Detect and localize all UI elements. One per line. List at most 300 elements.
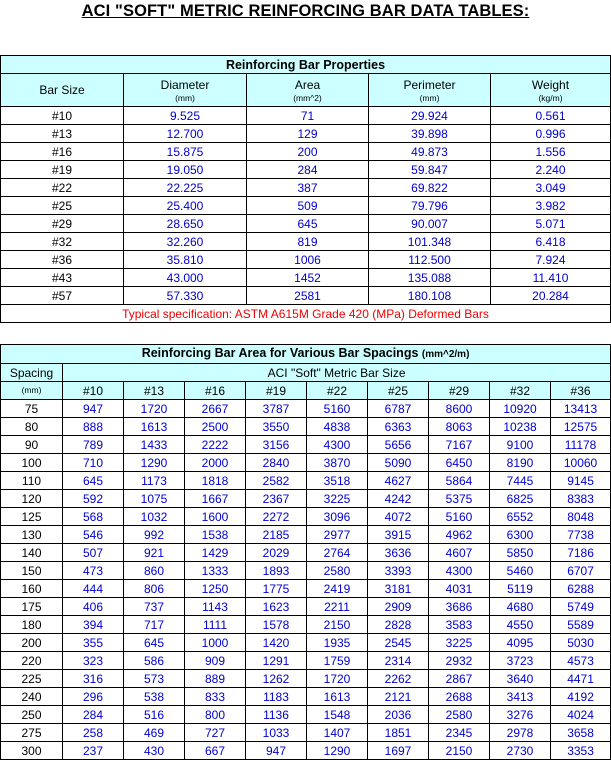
table-row — [1, 125, 611, 143]
value-cell: 20.284 — [491, 287, 611, 305]
spacing-cell: 150 — [1, 562, 63, 580]
area-cell: 1935 — [307, 634, 368, 652]
spacing-label: Spacing — [1, 364, 63, 382]
area-cell: 710 — [63, 454, 124, 472]
area-cell: 1720 — [124, 400, 185, 418]
bar-spacing-area-table — [0, 344, 611, 760]
table-row — [1, 670, 611, 688]
area-cell: 5119 — [490, 580, 551, 598]
spacing-cell: 200 — [1, 634, 63, 652]
area-cell: 2909 — [368, 598, 429, 616]
area-cell: 2345 — [429, 724, 490, 742]
value-cell: 32.260 — [124, 233, 247, 251]
table-row — [1, 179, 611, 197]
value-cell: 135.088 — [369, 269, 491, 287]
area-cell: 394 — [63, 616, 124, 634]
bar-size-header: #13 — [124, 382, 185, 400]
area-cell: 921 — [124, 544, 185, 562]
bar-size-header: #32 — [490, 382, 551, 400]
spacing-cell: 90 — [1, 436, 63, 454]
area-cell: 1250 — [185, 580, 246, 598]
area-cell: 4838 — [307, 418, 368, 436]
area-cell: 4962 — [429, 526, 490, 544]
spacing-caption — [1, 345, 611, 364]
area-cell: 586 — [124, 652, 185, 670]
spacing-cell: 160 — [1, 580, 63, 598]
area-cell: 6552 — [490, 508, 551, 526]
value-cell: 819 — [247, 233, 369, 251]
area-cell: 947 — [63, 400, 124, 418]
area-cell: 444 — [63, 580, 124, 598]
area-cell: 1033 — [246, 724, 307, 742]
bar-size-cell: #32 — [1, 233, 124, 251]
area-cell: 430 — [124, 742, 185, 760]
value-cell: 79.796 — [369, 197, 491, 215]
area-cell: 4031 — [429, 580, 490, 598]
table-row — [1, 251, 611, 269]
properties-body — [1, 107, 611, 305]
area-cell: 2545 — [368, 634, 429, 652]
value-cell: 71 — [247, 107, 369, 125]
value-cell: 15.875 — [124, 143, 247, 161]
area-cell: 237 — [63, 742, 124, 760]
value-cell: 7.924 — [491, 251, 611, 269]
value-cell: 6.418 — [491, 233, 611, 251]
area-cell: 1697 — [368, 742, 429, 760]
value-cell: 200 — [247, 143, 369, 161]
area-cell: 2764 — [307, 544, 368, 562]
specification-note: Typical specification: ASTM A615M Grade 420 (MPa) Deformed Bars — [1, 305, 611, 323]
spacing-cell: 225 — [1, 670, 63, 688]
area-cell: 1290 — [124, 454, 185, 472]
area-cell: 2977 — [307, 526, 368, 544]
area-cell: 2419 — [307, 580, 368, 598]
area-cell: 3225 — [307, 490, 368, 508]
area-cell: 13413 — [551, 400, 611, 418]
area-cell: 992 — [124, 526, 185, 544]
area-cell: 3723 — [490, 652, 551, 670]
area-cell: 2730 — [490, 742, 551, 760]
area-cell: 6825 — [490, 490, 551, 508]
area-cell: 737 — [124, 598, 185, 616]
table-row — [1, 472, 611, 490]
table-row — [1, 580, 611, 598]
area-cell: 2500 — [185, 418, 246, 436]
area-cell: 2828 — [368, 616, 429, 634]
table-row — [1, 269, 611, 287]
value-cell: 387 — [247, 179, 369, 197]
table-row — [1, 616, 611, 634]
table-row — [1, 598, 611, 616]
area-cell: 1111 — [185, 616, 246, 634]
area-cell: 2185 — [246, 526, 307, 544]
value-cell: 1.556 — [491, 143, 611, 161]
area-cell: 3640 — [490, 670, 551, 688]
column-header-label: Area — [294, 77, 321, 92]
value-cell: 57.330 — [124, 287, 247, 305]
area-cell: 4680 — [490, 598, 551, 616]
spacing-caption-unit: (mm^2/m) — [421, 349, 470, 360]
area-cell: 1623 — [246, 598, 307, 616]
area-cell: 1613 — [124, 418, 185, 436]
bar-size-header: #16 — [185, 382, 246, 400]
bar-size-header: #29 — [429, 382, 490, 400]
column-header-label: Bar Size — [39, 83, 85, 97]
area-cell: 7186 — [551, 544, 611, 562]
area-cell: 800 — [185, 706, 246, 724]
value-cell: 0.561 — [491, 107, 611, 125]
area-cell: 1613 — [307, 688, 368, 706]
area-cell: 1667 — [185, 490, 246, 508]
area-cell: 2121 — [368, 688, 429, 706]
spacing-cell: 140 — [1, 544, 63, 562]
area-cell: 3156 — [246, 436, 307, 454]
area-cell: 3686 — [429, 598, 490, 616]
area-cell: 6707 — [551, 562, 611, 580]
value-cell: 90.007 — [369, 215, 491, 233]
area-cell: 1759 — [307, 652, 368, 670]
area-cell: 3096 — [307, 508, 368, 526]
area-cell: 1578 — [246, 616, 307, 634]
area-cell: 1291 — [246, 652, 307, 670]
area-cell: 833 — [185, 688, 246, 706]
column-header-unit: (mm) — [419, 92, 440, 103]
table-row — [1, 400, 611, 418]
area-cell: 3518 — [307, 472, 368, 490]
table-row — [1, 742, 611, 760]
bar-size-cell: #36 — [1, 251, 124, 269]
area-cell: 2029 — [246, 544, 307, 562]
area-cell: 4300 — [307, 436, 368, 454]
area-cell: 5864 — [429, 472, 490, 490]
area-cell: 1433 — [124, 436, 185, 454]
area-cell: 645 — [63, 472, 124, 490]
area-cell: 1538 — [185, 526, 246, 544]
area-cell: 5160 — [307, 400, 368, 418]
area-cell: 1032 — [124, 508, 185, 526]
area-cell: 727 — [185, 724, 246, 742]
area-cell: 947 — [246, 742, 307, 760]
bar-properties-table — [0, 55, 611, 323]
area-cell: 4550 — [490, 616, 551, 634]
value-cell: 69.822 — [369, 179, 491, 197]
area-cell: 8063 — [429, 418, 490, 436]
area-cell: 507 — [63, 544, 124, 562]
area-cell: 1429 — [185, 544, 246, 562]
value-cell: 35.810 — [124, 251, 247, 269]
value-cell: 43.000 — [124, 269, 247, 287]
spacing-cell: 240 — [1, 688, 63, 706]
value-cell: 12.700 — [124, 125, 247, 143]
spacing-caption-text: Reinforcing Bar Area for Various Bar Spacings — [141, 346, 419, 360]
area-cell: 3181 — [368, 580, 429, 598]
value-cell: 5.071 — [491, 215, 611, 233]
column-header-label: Perimeter — [403, 77, 456, 92]
bar-size-cell: #57 — [1, 287, 124, 305]
value-cell: 1006 — [247, 251, 369, 269]
area-cell: 1136 — [246, 706, 307, 724]
value-cell: 25.400 — [124, 197, 247, 215]
area-cell: 1720 — [307, 670, 368, 688]
properties-header-row — [1, 74, 611, 107]
table-row — [1, 161, 611, 179]
properties-column-header — [124, 74, 247, 107]
area-cell: 3353 — [551, 742, 611, 760]
area-cell: 4024 — [551, 706, 611, 724]
spacing-cell: 125 — [1, 508, 63, 526]
bar-size-cell: #19 — [1, 161, 124, 179]
area-cell: 546 — [63, 526, 124, 544]
area-cell: 2840 — [246, 454, 307, 472]
spacing-cell: 110 — [1, 472, 63, 490]
bar-size-cell: #43 — [1, 269, 124, 287]
area-cell: 1775 — [246, 580, 307, 598]
value-cell: 22.225 — [124, 179, 247, 197]
spacing-cell: 120 — [1, 490, 63, 508]
bar-size-header: #25 — [368, 382, 429, 400]
area-cell: 6450 — [429, 454, 490, 472]
area-cell: 592 — [63, 490, 124, 508]
area-cell: 1183 — [246, 688, 307, 706]
table-row — [1, 233, 611, 251]
area-cell: 3413 — [490, 688, 551, 706]
area-cell: 568 — [63, 508, 124, 526]
area-cell: 12575 — [551, 418, 611, 436]
table-row — [1, 107, 611, 125]
area-cell: 1420 — [246, 634, 307, 652]
area-cell: 469 — [124, 724, 185, 742]
area-cell: 2036 — [368, 706, 429, 724]
value-cell: 645 — [247, 215, 369, 233]
area-cell: 1333 — [185, 562, 246, 580]
column-header-unit: (kg/m) — [538, 92, 563, 103]
area-cell: 1893 — [246, 562, 307, 580]
area-cell: 10920 — [490, 400, 551, 418]
area-cell: 5375 — [429, 490, 490, 508]
area-cell: 2222 — [185, 436, 246, 454]
value-cell: 509 — [247, 197, 369, 215]
column-header-label: Weight — [531, 77, 570, 92]
area-cell: 258 — [63, 724, 124, 742]
value-cell: 284 — [247, 161, 369, 179]
area-cell: 3225 — [429, 634, 490, 652]
area-cell: 888 — [63, 418, 124, 436]
spacing-cell: 75 — [1, 400, 63, 418]
value-cell: 49.873 — [369, 143, 491, 161]
area-cell: 2688 — [429, 688, 490, 706]
spacing-cell: 130 — [1, 526, 63, 544]
properties-column-header — [491, 74, 611, 107]
spacing-cell: 80 — [1, 418, 63, 436]
area-cell: 4192 — [551, 688, 611, 706]
value-cell: 59.847 — [369, 161, 491, 179]
area-cell: 2580 — [307, 562, 368, 580]
table-row — [1, 287, 611, 305]
area-cell: 323 — [63, 652, 124, 670]
area-cell: 2000 — [185, 454, 246, 472]
area-cell: 4095 — [490, 634, 551, 652]
table-row — [1, 508, 611, 526]
spacing-unit: (mm) — [1, 382, 63, 400]
area-cell: 1407 — [307, 724, 368, 742]
spacing-cell: 100 — [1, 454, 63, 472]
area-cell: 2932 — [429, 652, 490, 670]
area-cell: 1143 — [185, 598, 246, 616]
bar-size-cell: #10 — [1, 107, 124, 125]
table-row — [1, 143, 611, 161]
page-title: ACI "SOFT" METRIC REINFORCING BAR DATA TABLES: — [81, 2, 530, 20]
spacing-cell: 250 — [1, 706, 63, 724]
area-cell: 2978 — [490, 724, 551, 742]
value-cell: 11.410 — [491, 269, 611, 287]
area-cell: 3787 — [246, 400, 307, 418]
table-row — [1, 562, 611, 580]
area-cell: 2867 — [429, 670, 490, 688]
area-cell: 6363 — [368, 418, 429, 436]
area-cell: 516 — [124, 706, 185, 724]
area-cell: 10238 — [490, 418, 551, 436]
bar-size-group-label: ACI "Soft" Metric Bar Size — [63, 364, 611, 382]
area-cell: 4573 — [551, 652, 611, 670]
table-row — [1, 544, 611, 562]
area-cell: 8383 — [551, 490, 611, 508]
spacing-body — [1, 400, 611, 760]
area-cell: 8048 — [551, 508, 611, 526]
value-cell: 28.650 — [124, 215, 247, 233]
value-cell: 129 — [247, 125, 369, 143]
area-cell: 1548 — [307, 706, 368, 724]
area-cell: 667 — [185, 742, 246, 760]
properties-column-header — [247, 74, 369, 107]
value-cell: 112.500 — [369, 251, 491, 269]
area-cell: 8190 — [490, 454, 551, 472]
bar-size-cell: #29 — [1, 215, 124, 233]
value-cell: 101.348 — [369, 233, 491, 251]
area-cell: 4072 — [368, 508, 429, 526]
value-cell: 29.924 — [369, 107, 491, 125]
area-cell: 3393 — [368, 562, 429, 580]
area-cell: 8600 — [429, 400, 490, 418]
table-row — [1, 197, 611, 215]
properties-column-header — [1, 74, 124, 107]
table-row — [1, 652, 611, 670]
area-cell: 5589 — [551, 616, 611, 634]
value-cell: 2.240 — [491, 161, 611, 179]
table-row — [1, 526, 611, 544]
area-cell: 5030 — [551, 634, 611, 652]
value-cell: 3.049 — [491, 179, 611, 197]
table-row — [1, 454, 611, 472]
value-cell: 9.525 — [124, 107, 247, 125]
area-cell: 717 — [124, 616, 185, 634]
column-header-label: Diameter — [160, 77, 210, 92]
area-cell: 2580 — [429, 706, 490, 724]
area-cell: 9100 — [490, 436, 551, 454]
spacing-cell: 180 — [1, 616, 63, 634]
area-cell: 538 — [124, 688, 185, 706]
area-cell: 1262 — [246, 670, 307, 688]
properties-column-header — [369, 74, 491, 107]
value-cell: 1452 — [247, 269, 369, 287]
area-cell: 860 — [124, 562, 185, 580]
spacing-cell: 275 — [1, 724, 63, 742]
bar-size-cell: #16 — [1, 143, 124, 161]
bar-size-header: #36 — [551, 382, 611, 400]
area-cell: 2667 — [185, 400, 246, 418]
area-cell: 1000 — [185, 634, 246, 652]
area-cell: 3915 — [368, 526, 429, 544]
spacing-cell: 300 — [1, 742, 63, 760]
value-cell: 3.982 — [491, 197, 611, 215]
area-cell: 2211 — [307, 598, 368, 616]
table-row — [1, 436, 611, 454]
area-cell: 296 — [63, 688, 124, 706]
area-cell: 7167 — [429, 436, 490, 454]
area-cell: 11178 — [551, 436, 611, 454]
area-cell: 9145 — [551, 472, 611, 490]
area-cell: 3870 — [307, 454, 368, 472]
area-cell: 3550 — [246, 418, 307, 436]
area-cell: 5850 — [490, 544, 551, 562]
area-cell: 806 — [124, 580, 185, 598]
area-cell: 3658 — [551, 724, 611, 742]
area-cell: 2272 — [246, 508, 307, 526]
bar-size-cell: #13 — [1, 125, 124, 143]
area-cell: 7445 — [490, 472, 551, 490]
area-cell: 645 — [124, 634, 185, 652]
area-cell: 2262 — [368, 670, 429, 688]
spacing-header-row — [1, 382, 611, 400]
bar-size-header: #19 — [246, 382, 307, 400]
area-cell: 573 — [124, 670, 185, 688]
area-cell: 1075 — [124, 490, 185, 508]
area-cell: 2150 — [429, 742, 490, 760]
table-row — [1, 215, 611, 233]
area-cell: 3583 — [429, 616, 490, 634]
table-row — [1, 688, 611, 706]
area-cell: 316 — [63, 670, 124, 688]
table-row — [1, 724, 611, 742]
value-cell: 19.050 — [124, 161, 247, 179]
bar-size-cell: #22 — [1, 179, 124, 197]
area-cell: 789 — [63, 436, 124, 454]
table-row — [1, 418, 611, 436]
properties-caption: Reinforcing Bar Properties — [1, 56, 611, 74]
area-cell: 473 — [63, 562, 124, 580]
spacing-cell: 175 — [1, 598, 63, 616]
area-cell: 2150 — [307, 616, 368, 634]
table-row — [1, 706, 611, 724]
area-cell: 284 — [63, 706, 124, 724]
bar-size-header: #10 — [63, 382, 124, 400]
column-header-unit: (mm) — [175, 92, 195, 103]
area-cell: 4300 — [429, 562, 490, 580]
table-row — [1, 634, 611, 652]
table-row — [1, 490, 611, 508]
area-cell: 909 — [185, 652, 246, 670]
value-cell: 0.996 — [491, 125, 611, 143]
area-cell: 4242 — [368, 490, 429, 508]
area-cell: 7738 — [551, 526, 611, 544]
area-cell: 5656 — [368, 436, 429, 454]
area-cell: 355 — [63, 634, 124, 652]
bar-size-header: #22 — [307, 382, 368, 400]
area-cell: 10060 — [551, 454, 611, 472]
area-cell: 1600 — [185, 508, 246, 526]
area-cell: 406 — [63, 598, 124, 616]
area-cell: 6300 — [490, 526, 551, 544]
area-cell: 6787 — [368, 400, 429, 418]
